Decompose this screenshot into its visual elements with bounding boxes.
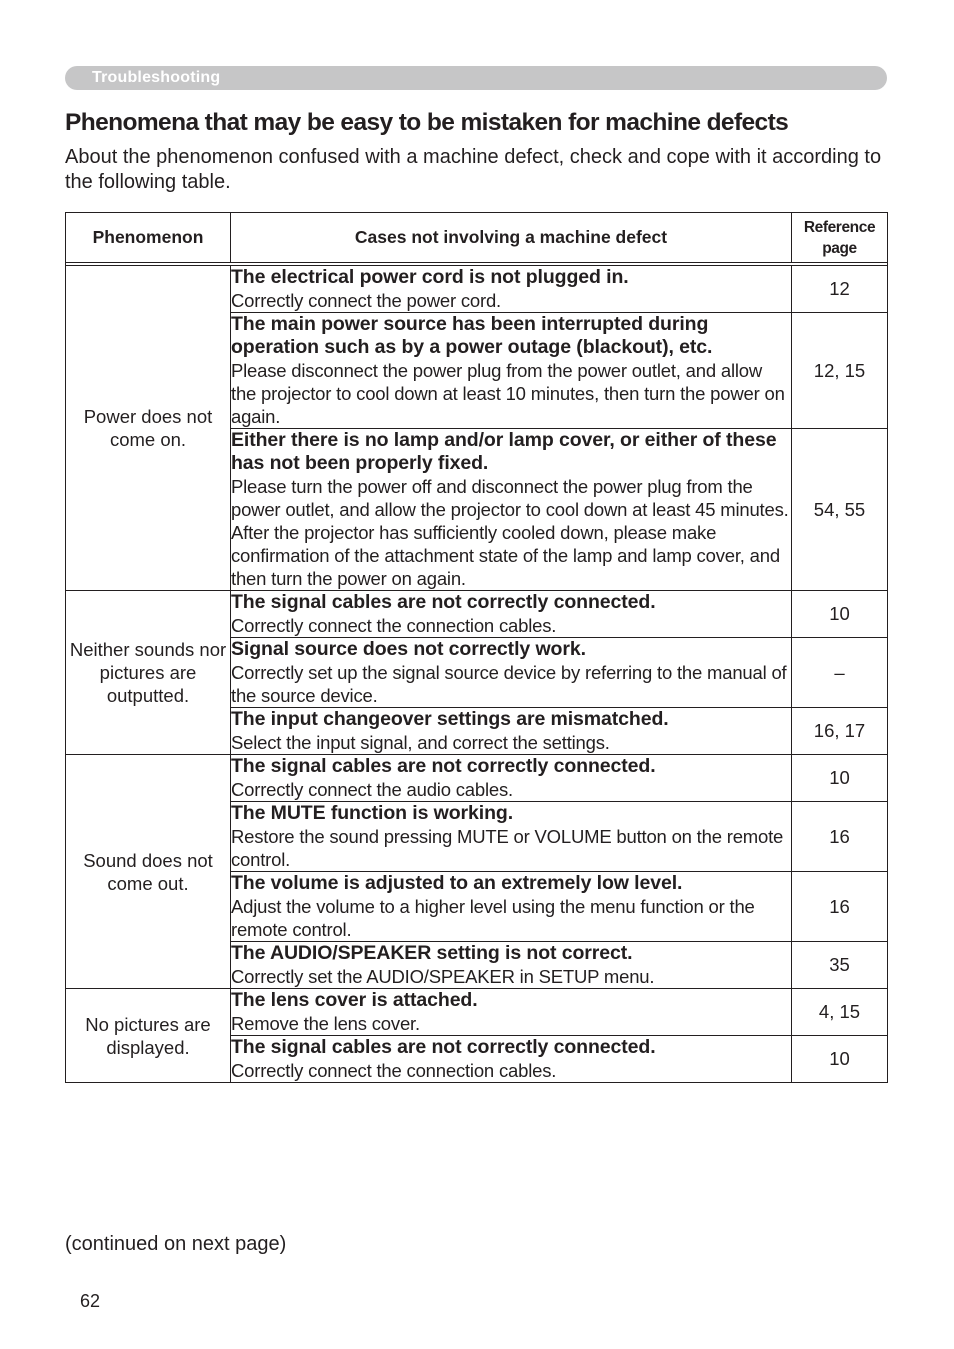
case-description: Please disconnect the power plug from the power outlet, and allow the projector to cool down at least 10 minutes, then turn the power on again.: [231, 360, 785, 427]
case-title: The lens cover is attached.: [231, 989, 478, 1011]
case-cell: [231, 638, 792, 708]
reference-page-cell: 10: [792, 755, 888, 802]
column-header-reference-page: Reference page: [792, 213, 888, 263]
case-title: Either there is no lamp and/or lamp cover, or either of these has not been properly fixed.: [231, 429, 777, 474]
reference-page-cell: 16: [792, 802, 888, 872]
case-cell: [231, 429, 792, 591]
case-title: The signal cables are not correctly connected.: [231, 1036, 656, 1058]
column-header-phenomenon: Phenomenon: [66, 213, 231, 263]
continued-note: (continued on next page): [65, 1233, 287, 1255]
phenomenon-cell: Sound does not come out.: [66, 755, 231, 989]
case-description: Correctly set the AUDIO/SPEAKER in SETUP menu.: [231, 966, 655, 987]
case-title: The electrical power cord is not plugged in.: [231, 266, 629, 288]
reference-page-cell: 10: [792, 591, 888, 638]
section-label: Troubleshooting: [92, 69, 221, 86]
case-cell: [231, 872, 792, 942]
reference-page-cell: 35: [792, 942, 888, 989]
case-description: Restore the sound pressing MUTE or VOLUME button on the remote control.: [231, 826, 784, 870]
phenomenon-cell: Neither sounds nor pictures are outputted.: [66, 591, 231, 755]
case-cell: [231, 313, 792, 429]
reference-page-cell: 16: [792, 872, 888, 942]
case-cell: [231, 266, 792, 313]
table-row: [66, 266, 888, 313]
reference-page-cell: 10: [792, 1036, 888, 1083]
case-cell: [231, 802, 792, 872]
case-description: Select the input signal, and correct the settings.: [231, 732, 610, 753]
case-cell: [231, 755, 792, 802]
case-cell: [231, 989, 792, 1036]
table-row: [66, 591, 888, 638]
reference-page-cell: 4, 15: [792, 989, 888, 1036]
phenomena-table: [65, 212, 888, 1083]
case-title: The MUTE function is working.: [231, 802, 514, 824]
case-title: The volume is adjusted to an extremely low level.: [231, 872, 683, 894]
case-cell: [231, 591, 792, 638]
reference-page-cell: 12: [792, 266, 888, 313]
case-title: The signal cables are not correctly connected.: [231, 591, 656, 613]
phenomenon-cell: Power does not come on.: [66, 266, 231, 591]
table-header-row: [66, 213, 888, 263]
case-description: Please turn the power off and disconnect the power plug from the power outlet, and allow the projector to cool down at least 45 minutes. After the projector has sufficiently cooled down, please make confirmation of the attachment state of the lamp and lamp cover, and then turn the power on again.: [231, 476, 789, 589]
case-description: Correctly connect the audio cables.: [231, 779, 513, 800]
case-title: The AUDIO/SPEAKER setting is not correct.: [231, 942, 633, 964]
case-title: The main power source has been interrupted during operation such as by a power outage (blackout), etc.: [231, 313, 713, 358]
case-title: Signal source does not correctly work.: [231, 638, 586, 660]
case-description: Adjust the volume to a higher level using the menu function or the remote control.: [231, 896, 755, 940]
column-header-cases: Cases not involving a machine defect: [231, 213, 792, 263]
reference-page-cell: 54, 55: [792, 429, 888, 591]
case-description: Correctly connect the connection cables.: [231, 615, 557, 636]
table-row: [66, 989, 888, 1036]
section-header-bar: [65, 66, 887, 90]
case-cell: [231, 708, 792, 755]
reference-page-cell: 16, 17: [792, 708, 888, 755]
case-description: Correctly connect the connection cables.: [231, 1060, 557, 1081]
page-title: Phenomena that may be easy to be mistaken for machine defects: [65, 109, 789, 136]
phenomenon-cell: No pictures are displayed.: [66, 989, 231, 1083]
table-body: [66, 263, 888, 1083]
case-description: Correctly set up the signal source device by referring to the manual of the source device.: [231, 662, 787, 706]
table-row: [66, 755, 888, 802]
intro-text: About the phenomenon confused with a machine defect, check and cope with it according to the following table.: [65, 146, 882, 193]
case-title: The signal cables are not correctly connected.: [231, 755, 656, 777]
reference-page-cell: 12, 15: [792, 313, 888, 429]
case-cell: [231, 942, 792, 989]
case-title: The input changeover settings are mismatched.: [231, 708, 669, 730]
case-description: Remove the lens cover.: [231, 1013, 420, 1034]
case-description: Correctly connect the power cord.: [231, 290, 501, 311]
page-number: 62: [80, 1291, 101, 1311]
reference-page-cell: –: [792, 638, 888, 708]
case-cell: [231, 1036, 792, 1083]
